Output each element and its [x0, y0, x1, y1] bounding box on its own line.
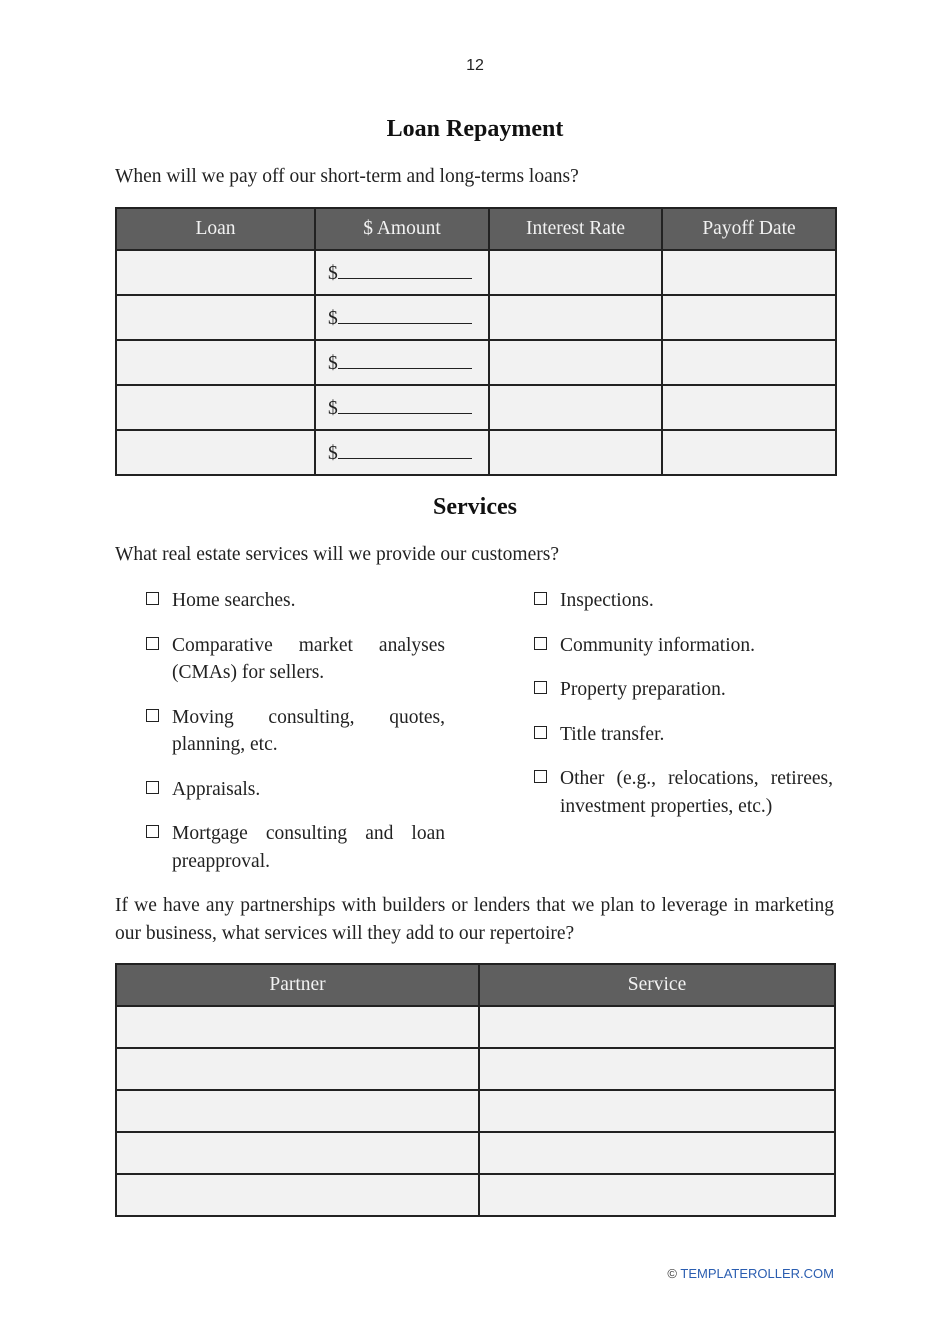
partner-cell[interactable] [116, 1090, 479, 1132]
checklist-item [146, 587, 445, 615]
header-service: Service [479, 964, 835, 1006]
dollar-sign: $ [328, 308, 338, 329]
loan-name-cell[interactable] [116, 430, 315, 475]
copyright-symbol: © [667, 1266, 677, 1281]
partner-table-header [116, 964, 835, 1006]
checklist-item-label: Other (e.g., relocations, retirees, investment properties, etc.) [560, 768, 833, 817]
interest-rate-cell[interactable] [489, 340, 662, 385]
services-checklist-right [534, 587, 833, 837]
amount-blank-line [338, 350, 472, 369]
checklist-item [534, 765, 833, 820]
header-interest-rate: Interest Rate [489, 208, 662, 250]
table-row [116, 340, 836, 385]
service-cell[interactable] [479, 1132, 835, 1174]
checklist-item [146, 704, 445, 759]
amount-cell[interactable] [315, 430, 489, 475]
service-cell[interactable] [479, 1006, 835, 1048]
checkbox-icon[interactable] [146, 781, 159, 794]
partner-table [115, 963, 836, 1217]
table-row [116, 1132, 835, 1174]
checklist-item-label: Mortgage consulting and loan preapproval. [172, 823, 445, 872]
amount-cell[interactable] [315, 295, 489, 340]
checkbox-icon[interactable] [146, 637, 159, 650]
services-checklist-left [146, 587, 445, 892]
partnership-question: If we have any partnerships with builders or lenders that we plan to leverage in marketing our business, what services will they add to our repertoire? [115, 895, 834, 944]
services-title: Services [433, 494, 517, 520]
header-partner: Partner [116, 964, 479, 1006]
checkbox-icon[interactable] [534, 592, 547, 605]
checkbox-icon[interactable] [534, 637, 547, 650]
footer [667, 1266, 834, 1281]
checkbox-icon[interactable] [146, 825, 159, 838]
page-number: 12 [466, 57, 484, 74]
amount-blank-line [338, 440, 472, 459]
amount-blank-line [338, 395, 472, 414]
checkbox-icon[interactable] [146, 592, 159, 605]
checklist-item-label: Title transfer. [560, 723, 665, 745]
amount-blank-line [338, 305, 472, 324]
amount-blank-line [338, 260, 472, 279]
payoff-date-cell[interactable] [662, 430, 836, 475]
table-row [116, 1048, 835, 1090]
header-amount: $ Amount [315, 208, 489, 250]
checklist-item-label: Home searches. [172, 590, 296, 611]
dollar-sign: $ [328, 398, 338, 419]
table-row [116, 295, 836, 340]
loan-question: When will we pay off our short-term and long-terms loans? [115, 166, 579, 187]
interest-rate-cell[interactable] [489, 430, 662, 475]
service-cell[interactable] [479, 1048, 835, 1090]
loan-name-cell[interactable] [116, 385, 315, 430]
amount-cell[interactable] [315, 385, 489, 430]
checkbox-icon[interactable] [534, 726, 547, 739]
payoff-date-cell[interactable] [662, 250, 836, 295]
table-row [116, 250, 836, 295]
dollar-sign: $ [328, 353, 338, 374]
checklist-item [146, 776, 445, 804]
checkbox-icon[interactable] [534, 681, 547, 694]
partner-cell[interactable] [116, 1048, 479, 1090]
checklist-item-label: Property preparation. [560, 679, 726, 700]
table-row [116, 430, 836, 475]
amount-cell[interactable] [315, 250, 489, 295]
table-row [116, 1006, 835, 1048]
table-row [116, 1174, 835, 1216]
loan-table-header [116, 208, 836, 250]
dollar-sign: $ [328, 263, 338, 284]
table-row [116, 1090, 835, 1132]
header-payoff-date: Payoff Date [662, 208, 836, 250]
checklist-item-label: Appraisals. [172, 778, 261, 800]
footer-brand-link[interactable]: TEMPLATEROLLER.COM [680, 1266, 834, 1281]
loan-repayment-title: Loan Repayment [386, 116, 564, 142]
payoff-date-cell[interactable] [662, 385, 836, 430]
loan-table [115, 207, 837, 476]
service-cell[interactable] [479, 1090, 835, 1132]
interest-rate-cell[interactable] [489, 295, 662, 340]
checklist-item-label: Inspections. [560, 590, 654, 611]
checklist-item-label: Community information. [560, 634, 755, 656]
checklist-item [534, 676, 833, 704]
amount-cell[interactable] [315, 340, 489, 385]
header-loan: Loan [116, 208, 315, 250]
dollar-sign: $ [328, 443, 338, 464]
service-cell[interactable] [479, 1174, 835, 1216]
loan-name-cell[interactable] [116, 295, 315, 340]
checklist-item-label: Comparative market analyses (CMAs) for sellers. [172, 634, 445, 683]
checklist-item [534, 587, 833, 615]
checkbox-icon[interactable] [534, 770, 547, 783]
payoff-date-cell[interactable] [662, 340, 836, 385]
partner-cell[interactable] [116, 1174, 479, 1216]
payoff-date-cell[interactable] [662, 295, 836, 340]
loan-name-cell[interactable] [116, 250, 315, 295]
partner-cell[interactable] [116, 1132, 479, 1174]
checklist-item-label: Moving consulting, quotes, planning, etc. [172, 706, 445, 755]
loan-name-cell[interactable] [116, 340, 315, 385]
services-question: What real estate services will we provide our customers? [115, 544, 559, 565]
table-row [116, 385, 836, 430]
checklist-item [534, 721, 833, 749]
partner-cell[interactable] [116, 1006, 479, 1048]
interest-rate-cell[interactable] [489, 250, 662, 295]
checklist-item [534, 632, 833, 660]
checklist-item [146, 820, 445, 875]
checkbox-icon[interactable] [146, 709, 159, 722]
interest-rate-cell[interactable] [489, 385, 662, 430]
checklist-item [146, 632, 445, 687]
